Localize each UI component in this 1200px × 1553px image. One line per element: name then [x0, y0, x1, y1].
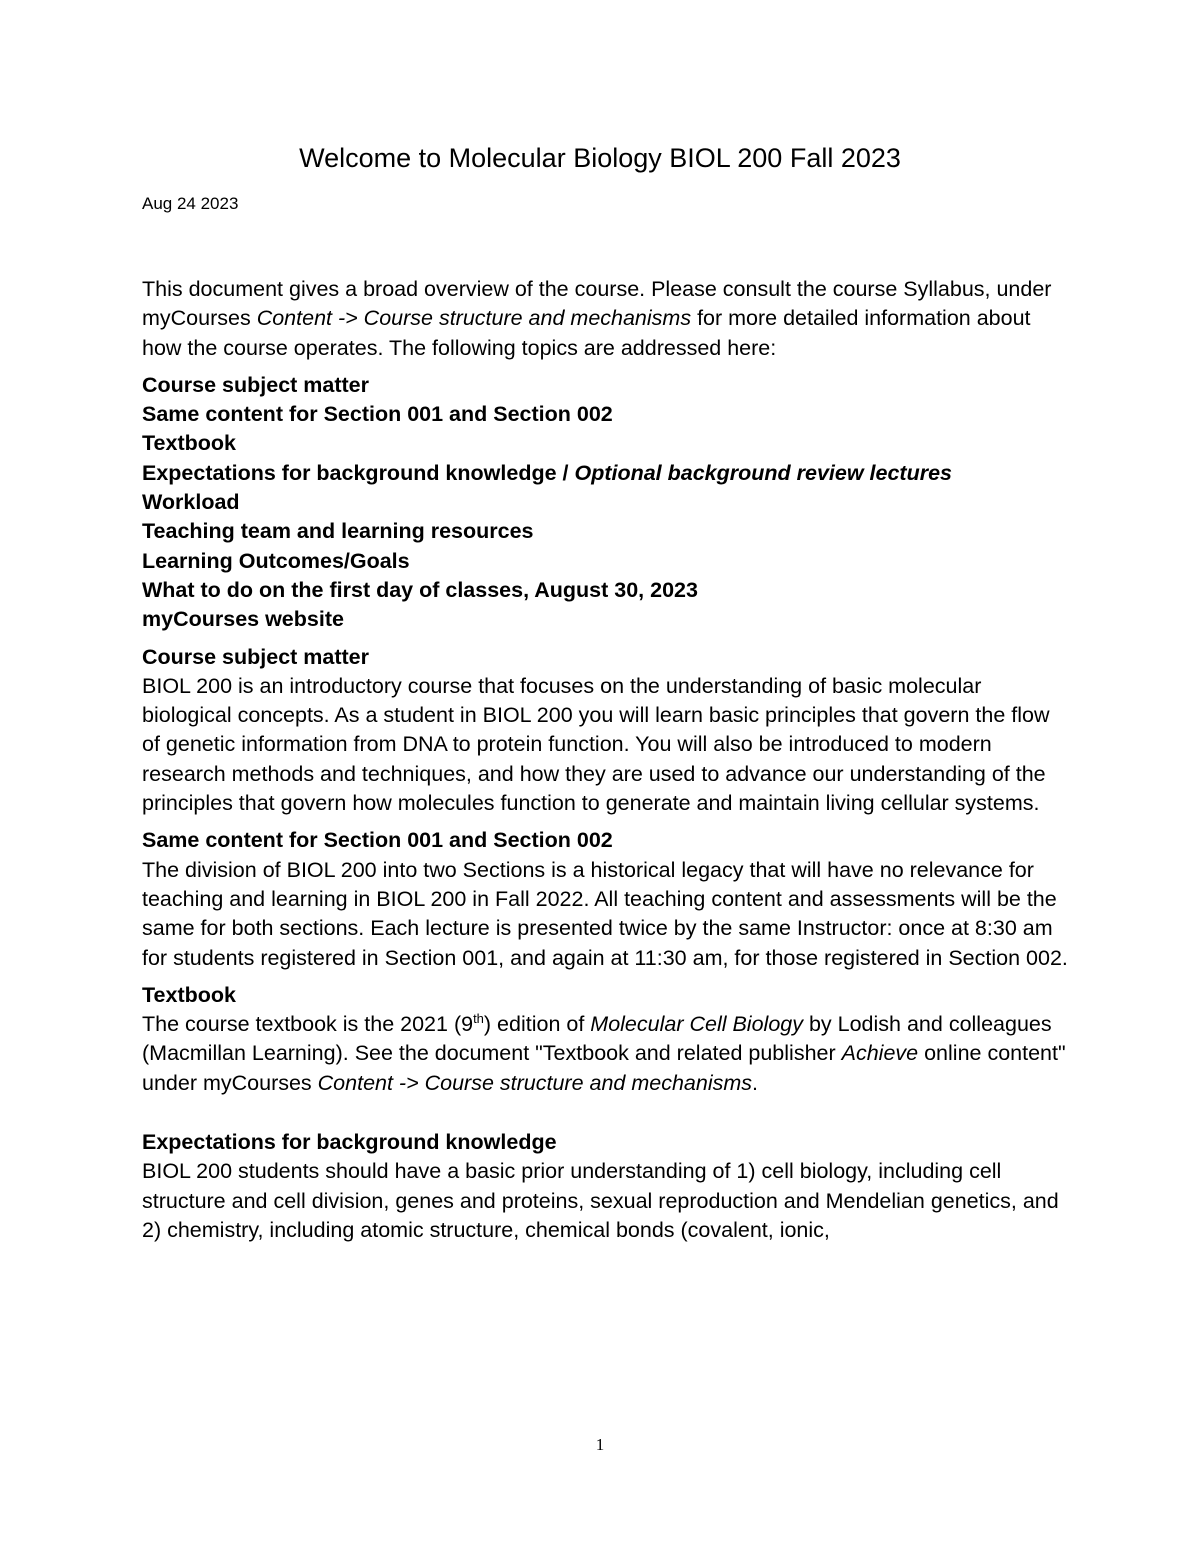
topic-item: Textbook	[142, 431, 236, 456]
document-date: Aug 24 2023	[142, 194, 239, 213]
intro-text-2: for more detailed information about how the course operates. The following topics are addressed here:	[142, 306, 1031, 360]
section-heading: Course subject matter	[142, 644, 370, 669]
textbook-text-1: The course textbook is the 2021 (9	[142, 1012, 474, 1037]
topics-list	[142, 371, 1072, 635]
topic-item: Course subject matter	[142, 372, 370, 397]
course-path-italic: Content -> Course structure and mechanisms	[317, 1070, 753, 1095]
topic-bold-part: Expectations for background knowledge /	[142, 460, 575, 485]
section-heading: Textbook	[142, 982, 236, 1007]
achieve-italic: Achieve	[841, 1041, 919, 1066]
textbook-text-5: .	[752, 1070, 759, 1095]
section-text: BIOL 200 students should have a basic prior understanding of 1) cell biology, including cell structure and cell division, genes and proteins, sexual reproduction and Mendelian genetics, and 2) chemistry, including atomic structure, chemical bonds (covalent, ionic,	[142, 1159, 1059, 1242]
topic-italic-part: Optional background review lectures	[574, 460, 953, 485]
section-same-content	[142, 826, 1072, 972]
section-text: BIOL 200 is an introductory course that focuses on the understanding of basic molecular biological concepts. As a student in BIOL 200 you will learn basic principles that govern the flow of genetic information from DNA to protein function. You will also be introduced to modern research methods and techniques, and how they are used to advance our understanding of the principles that govern how molecules function to generate and maintain living cellular systems.	[142, 673, 1050, 816]
section-heading: Expectations for background knowledge	[142, 1130, 557, 1155]
topic-item	[142, 459, 1072, 488]
document-title: Welcome to Molecular Biology BIOL 200 Fall 2023	[299, 143, 901, 173]
section-textbook	[142, 981, 1072, 1098]
textbook-text-2: ) edition of	[483, 1012, 591, 1037]
section-text: The division of BIOL 200 into two Sections is a historical legacy that will have no relevance for teaching and learning in BIOL 200 in Fall 2022. All teaching content and assessments will be the same for both sections. Each lecture is presented twice by the same Instructor: once at 8:30 am for students registered in Section 001, and again at 11:30 am, for those registered in Section 002.	[142, 857, 1068, 970]
document-body	[142, 275, 1072, 1245]
textbook-text-4: online content" under myCourses	[142, 1041, 1066, 1095]
topic-item: myCourses website	[142, 607, 344, 632]
topic-item: Same content for Section 001 and Section 002	[142, 402, 613, 427]
page-number: 1	[595, 1435, 605, 1454]
intro-paragraph	[142, 275, 1072, 363]
topic-item: Learning Outcomes/Goals	[142, 548, 410, 573]
section-subject-matter	[142, 643, 1072, 819]
edition-superscript: th	[473, 1010, 484, 1026]
topic-item: What to do on the first day of classes, August 30, 2023	[142, 577, 698, 602]
section-background-knowledge	[142, 1128, 1072, 1245]
section-text	[142, 1010, 1072, 1098]
topic-item: Workload	[142, 490, 240, 515]
textbook-text-3: by Lodish and colleagues (Macmillan Learning). See the document "Textbook and related publisher	[142, 1012, 1052, 1066]
intro-path-italic: Content -> Course structure and mechanisms	[256, 306, 692, 331]
book-title: Molecular Cell Biology	[590, 1012, 803, 1037]
intro-text-1: This document gives a broad overview of the course. Please consult the course Syllabus, under myCourses	[142, 277, 1052, 331]
section-heading: Same content for Section 001 and Section 002	[142, 828, 613, 853]
topic-item: Teaching team and learning resources	[142, 519, 534, 544]
